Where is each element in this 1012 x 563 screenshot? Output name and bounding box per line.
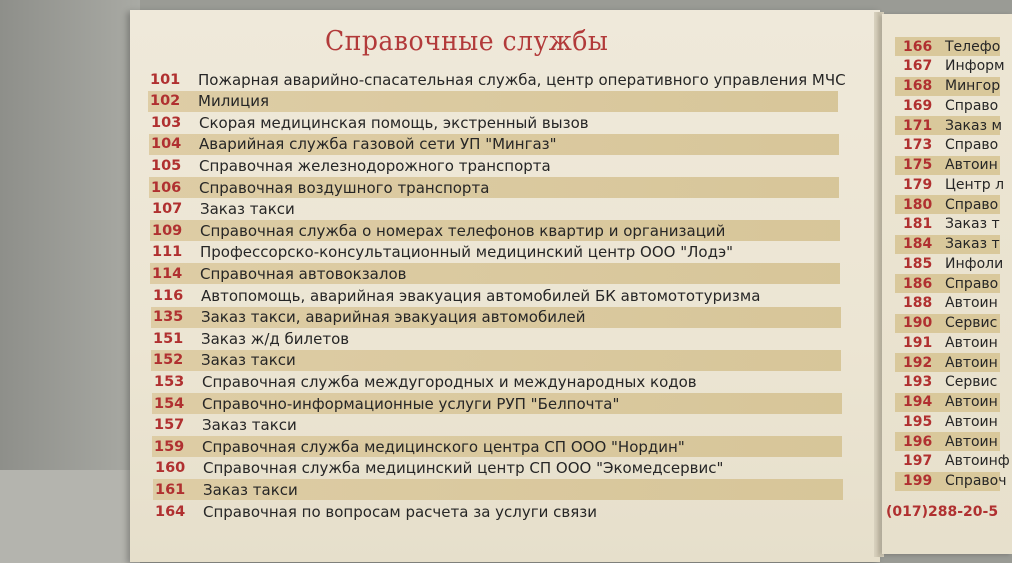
service-label: Автоин	[945, 413, 998, 430]
service-code: 169	[903, 97, 933, 114]
service-label: Телефо	[945, 38, 1001, 55]
service-row	[895, 57, 1005, 76]
service-code: 109	[152, 222, 183, 239]
service-code: 186	[903, 275, 933, 292]
service-label: Милиция	[198, 92, 270, 111]
service-code: 101	[150, 71, 181, 88]
service-code: 179	[903, 176, 933, 193]
service-code: 193	[903, 374, 933, 391]
service-code: 185	[903, 255, 933, 272]
service-label: Справочная железнодорожного транспорта	[199, 156, 551, 175]
service-label: Справо	[945, 196, 999, 213]
service-code: 164	[155, 503, 186, 520]
service-row	[150, 242, 840, 263]
service-code: 171	[903, 117, 933, 134]
service-row	[895, 136, 1000, 155]
service-label: Справочная служба о номерах телефонов квартир и организаций	[200, 221, 726, 240]
service-row	[895, 175, 1005, 194]
service-row	[148, 91, 838, 112]
service-code: 104	[151, 136, 182, 153]
service-row	[895, 472, 1007, 491]
service-code: 161	[155, 481, 186, 498]
footer-phone: (017)288-20-5	[886, 504, 999, 520]
service-row	[149, 177, 839, 198]
service-row	[153, 501, 843, 522]
service-label: Автоин	[945, 295, 998, 312]
service-label: Заказ такси	[201, 351, 296, 370]
service-code: 105	[151, 157, 182, 174]
service-label: Заказ такси	[203, 480, 298, 499]
service-code: 103	[151, 114, 182, 131]
service-row	[895, 235, 1000, 254]
service-row	[152, 371, 842, 392]
service-row	[895, 116, 1003, 135]
card-title: Справочные службы	[325, 26, 609, 57]
service-row	[153, 458, 843, 479]
service-label: Информ	[945, 58, 1005, 75]
service-label: Аварийная служба газовой сети УП "Мингаз"	[199, 135, 557, 154]
service-label: Инфоли	[945, 255, 1004, 272]
service-code: 114	[152, 265, 183, 282]
service-label: Автоинф	[945, 453, 1010, 470]
service-row	[149, 112, 839, 133]
service-label: Справо	[945, 137, 999, 154]
service-row	[895, 254, 1004, 273]
service-code: 159	[154, 438, 185, 455]
service-label: Справочная по вопросам расчета за услуги связи	[203, 502, 597, 521]
service-code: 191	[903, 334, 933, 351]
service-row	[895, 37, 1000, 56]
service-row	[152, 436, 842, 457]
service-label: Сервис	[945, 315, 998, 331]
service-row	[150, 263, 840, 284]
service-label: Автоин	[945, 433, 998, 450]
service-row	[895, 77, 1000, 96]
service-label: Справочно-информационные услуги РУП "Белпочта"	[202, 394, 620, 413]
service-row	[895, 156, 1000, 175]
service-code: 188	[903, 295, 933, 312]
service-label: Автоин	[945, 157, 998, 173]
service-label: Автоин	[945, 334, 998, 351]
service-row	[148, 69, 846, 90]
service-row	[895, 333, 1000, 352]
service-label: Заказ м	[945, 117, 1003, 134]
service-label: Автопомощь, аварийная эвакуация автомобилей БК автомототуризма	[201, 286, 761, 305]
service-label: Справоч	[945, 473, 1007, 489]
service-row	[149, 134, 839, 155]
service-code: 192	[903, 354, 933, 371]
service-label: Мингор	[945, 78, 1001, 94]
service-row	[895, 432, 1000, 451]
service-row	[151, 307, 841, 328]
service-row	[895, 215, 1000, 234]
service-label: Справочная служба междугородных и международных кодов	[202, 372, 697, 391]
service-code: 196	[903, 433, 933, 450]
service-row	[895, 96, 1000, 115]
service-label: Пожарная аварийно-спасательная служба, центр оперативного управления МЧС	[198, 70, 846, 89]
service-label: Сервис	[945, 374, 998, 391]
service-row	[149, 155, 839, 176]
service-label: Заказ т	[945, 216, 1000, 233]
service-row	[895, 412, 1000, 431]
service-code: 154	[154, 395, 185, 412]
service-label: Справочная воздушного транспорта	[199, 178, 490, 197]
background-surface	[0, 470, 140, 563]
service-label: Автоин	[945, 394, 998, 410]
service-label: Заказ ж/д билетов	[201, 329, 350, 348]
service-row	[895, 294, 1000, 313]
service-row	[151, 328, 841, 349]
service-code: 151	[153, 330, 184, 347]
service-label: Центр л	[945, 176, 1005, 193]
service-label: Справочная автовокзалов	[200, 264, 407, 283]
service-code: 157	[154, 417, 185, 434]
service-row	[895, 353, 1000, 372]
service-code: 111	[152, 244, 183, 261]
service-label: Справо	[945, 275, 999, 292]
service-code: 102	[150, 93, 181, 110]
service-code: 167	[903, 58, 933, 75]
service-code: 107	[152, 201, 183, 218]
service-code: 195	[903, 413, 933, 430]
service-label: Скорая медицинская помощь, экстренный вызов	[199, 113, 589, 132]
service-code: 166	[903, 38, 933, 55]
service-code: 197	[903, 453, 933, 470]
service-row	[153, 479, 843, 500]
service-code: 190	[903, 315, 933, 331]
service-code: 181	[903, 216, 933, 233]
service-row	[151, 285, 841, 306]
service-code: 135	[153, 309, 184, 326]
service-label: Справочная служба медицинский центр СП ООО "Экомедсервис"	[203, 459, 724, 478]
service-code: 180	[903, 196, 933, 213]
service-label: Профессорско-консультационный медицинский центр ООО "Лодэ"	[200, 243, 734, 262]
service-label: Справочная служба медицинского центра СП ООО "Нордин"	[202, 437, 685, 456]
service-row	[151, 350, 841, 371]
service-row	[895, 393, 1000, 412]
service-code: 153	[154, 373, 185, 390]
service-code: 184	[903, 236, 933, 252]
service-code: 106	[151, 179, 182, 196]
service-code: 194	[903, 394, 933, 410]
service-code: 168	[903, 78, 933, 94]
service-code: 160	[155, 460, 186, 477]
service-code: 173	[903, 137, 933, 154]
service-label: Заказ т	[945, 236, 1000, 252]
service-row	[895, 195, 1000, 214]
service-row	[150, 199, 840, 220]
service-row	[895, 452, 1010, 471]
service-row	[895, 373, 1000, 392]
service-label: Автоин	[945, 354, 998, 371]
service-row	[895, 274, 1000, 293]
service-code: 199	[903, 473, 933, 489]
service-row	[895, 314, 1000, 333]
service-code: 175	[903, 157, 933, 173]
service-code: 116	[153, 287, 184, 304]
service-row	[152, 393, 842, 414]
service-label: Заказ такси	[202, 416, 297, 435]
service-label: Справо	[945, 97, 999, 114]
service-code: 152	[153, 352, 184, 369]
service-label: Заказ такси, аварийная эвакуация автомобилей	[201, 308, 586, 327]
service-label: Заказ такси	[200, 200, 295, 219]
service-row	[152, 415, 842, 436]
service-row	[150, 220, 840, 241]
